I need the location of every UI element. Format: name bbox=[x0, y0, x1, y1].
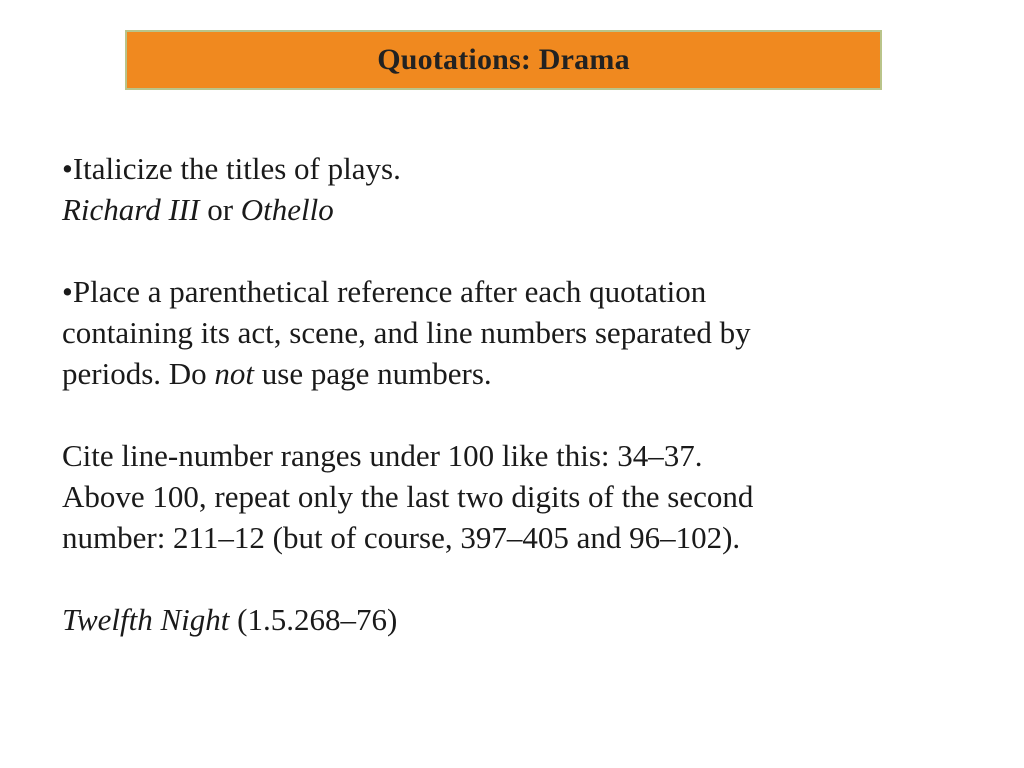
play-title-twelfth-night: Twelfth Night bbox=[62, 602, 230, 637]
play-title-examples bbox=[62, 189, 962, 230]
bullet-italicize-text: •Italicize the titles of plays. bbox=[62, 151, 401, 186]
ranges-line-3: number: 211–12 (but of course, 397–405 and 96–102). bbox=[62, 520, 741, 555]
bullet-italicize-titles bbox=[62, 148, 962, 230]
play-title-richard: Richard III bbox=[62, 192, 200, 227]
line-number-ranges bbox=[62, 435, 962, 558]
slide-title: Quotations: Drama bbox=[377, 43, 630, 76]
citation-example-line bbox=[62, 599, 962, 640]
reference-line-3-end: use page numbers. bbox=[254, 356, 492, 391]
slide-title-banner bbox=[125, 30, 882, 90]
citation-example bbox=[62, 599, 962, 640]
reference-line-1: •Place a parenthetical reference after each quotation bbox=[62, 274, 707, 309]
reference-line-3 bbox=[62, 353, 962, 394]
reference-line-3-start: periods. Do bbox=[62, 356, 215, 391]
ranges-line-1: Cite line-number ranges under 100 like this: 34–37. bbox=[62, 438, 703, 473]
emphasis-not: not bbox=[214, 356, 255, 391]
slide-body bbox=[62, 148, 962, 640]
ranges-line-2: Above 100, repeat only the last two digits of the second bbox=[62, 479, 754, 514]
play-title-othello: Othello bbox=[240, 192, 334, 227]
reference-line-2: containing its act, scene, and line numbers separated by bbox=[62, 315, 751, 350]
citation-numbers: (1.5.268–76) bbox=[229, 602, 398, 637]
bullet-parenthetical-reference bbox=[62, 271, 962, 394]
connector-or: or bbox=[199, 192, 241, 227]
